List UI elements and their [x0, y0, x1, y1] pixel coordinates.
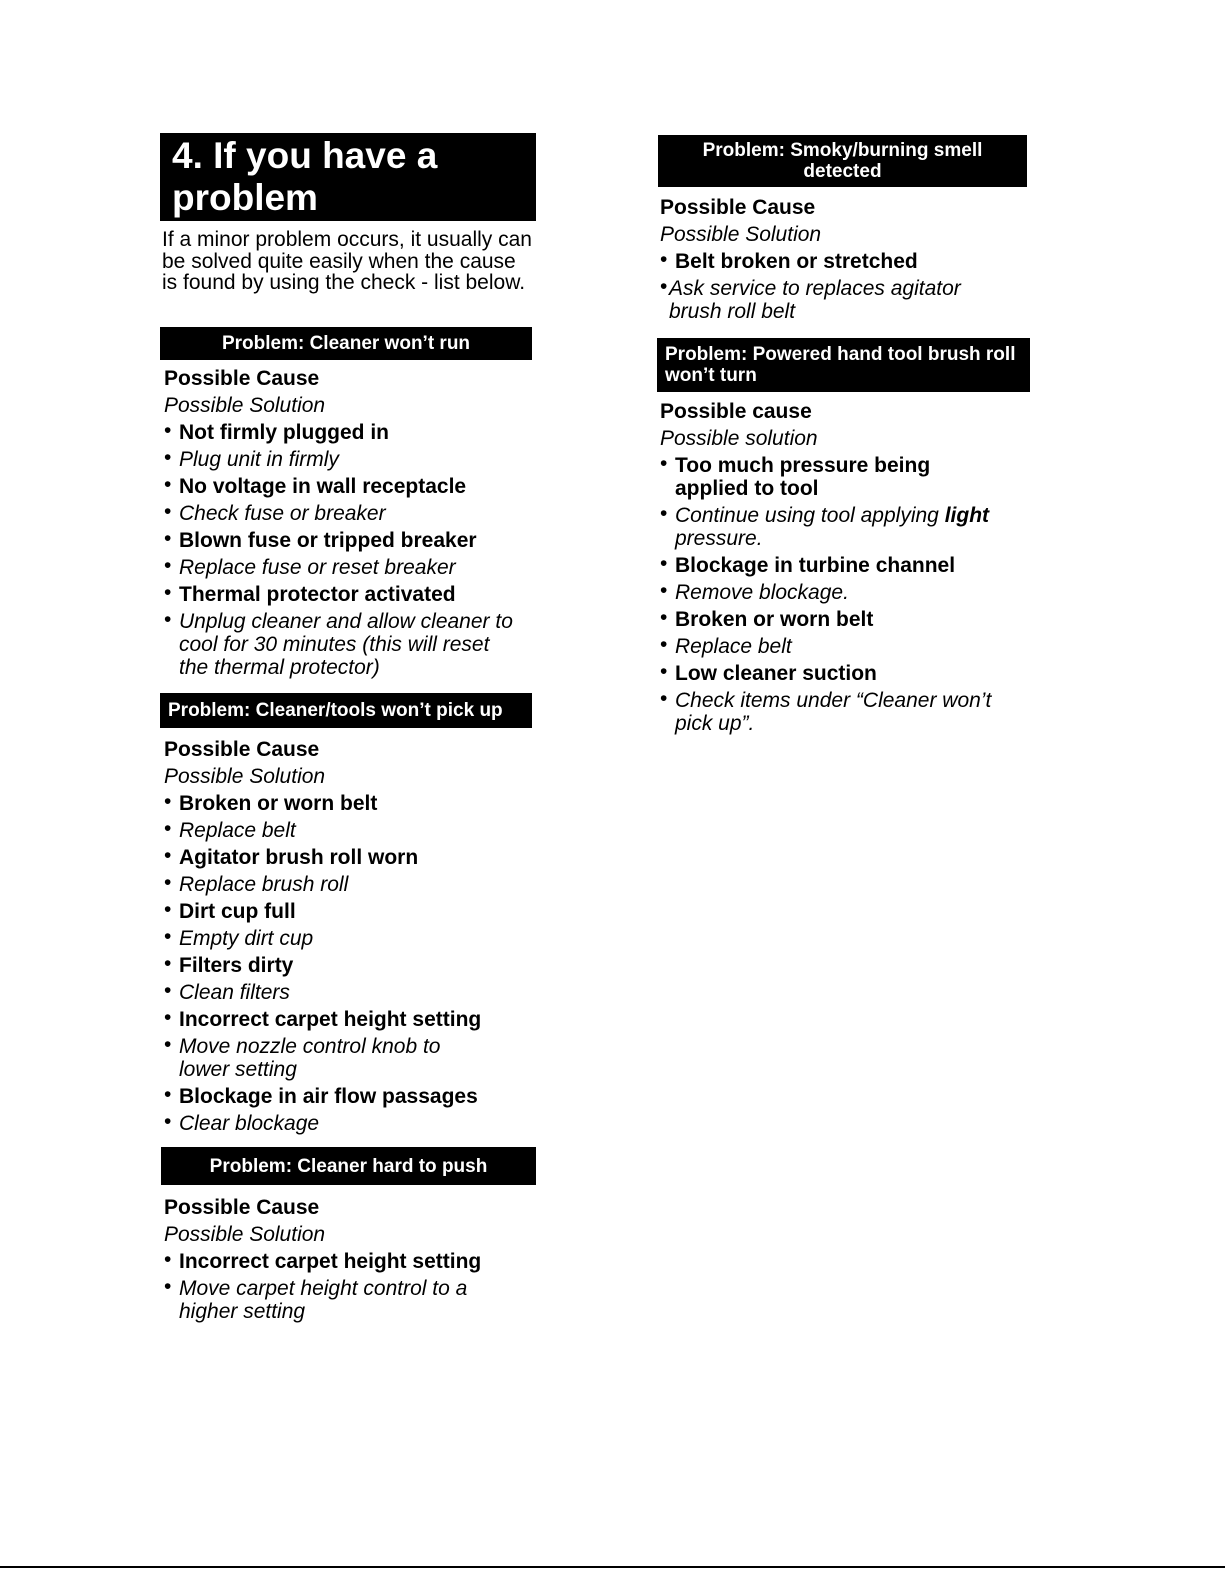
bullet: • — [164, 1006, 172, 1029]
bullet: • — [164, 844, 172, 867]
possible-cause-heading: Possible cause — [660, 400, 812, 423]
bullet: • — [164, 500, 172, 523]
solution-item: • Replace brush roll — [164, 871, 349, 896]
bullet: • — [660, 502, 668, 525]
bullet: • — [164, 608, 172, 631]
possible-solution-heading: Possible Solution — [164, 765, 326, 788]
bullet: • — [660, 606, 668, 629]
bullet: • — [164, 581, 172, 604]
problem-header-wont-pick-up: Problem: Cleaner/tools won’t pick up — [160, 693, 532, 728]
bullet: • — [164, 898, 172, 921]
cause-item: • No voltage in wall receptacle — [164, 473, 467, 498]
bullet: • — [660, 248, 668, 271]
problem-header-wont-run: Problem: Cleaner won’t run — [160, 327, 532, 360]
solution-item: • Replace fuse or reset breaker — [164, 554, 456, 579]
problem-header-hard-to-push: Problem: Cleaner hard to push — [161, 1147, 536, 1185]
cause-item: • Blown fuse or tripped breaker — [164, 527, 477, 552]
possible-cause-heading: Possible Cause — [164, 738, 320, 761]
cause-item: • Too much pressure being applied to tool — [660, 452, 931, 500]
bullet: • — [164, 925, 172, 948]
solution-item: • Continue using tool applying light pressure. — [660, 502, 990, 550]
bullet: • — [164, 979, 172, 1002]
solution-item: • Plug unit in firmly — [164, 446, 339, 471]
bullet: • — [660, 660, 668, 683]
cause-item: • Belt broken or stretched — [660, 248, 918, 273]
emphasis-light: light — [944, 504, 990, 527]
footer-rule — [0, 1566, 1225, 1568]
cause-item: • Low cleaner suction — [660, 660, 877, 685]
solution-item: • Replace belt — [660, 633, 792, 658]
possible-cause-heading: Possible Cause — [164, 1196, 320, 1219]
intro-text: If a minor problem occurs, it usually can be solved quite easily when the cause is found by using the check - list below. — [162, 228, 532, 294]
solution-item: • Remove blockage. — [660, 579, 849, 604]
cause-item: • Blockage in turbine channel — [660, 552, 956, 577]
solution-item: • Empty dirt cup — [164, 925, 314, 950]
bullet: • — [164, 1248, 172, 1271]
possible-solution-heading: Possible Solution — [660, 223, 822, 246]
solution-item: • Replace belt — [164, 817, 296, 842]
cause-item: • Filters dirty — [164, 952, 294, 977]
section-title: 4. If you have a problem — [160, 133, 536, 221]
bullet: • — [660, 579, 668, 602]
solution-item: • Unplug cleaner and allow cleaner to cool for 30 minutes (this will reset the thermal protector) — [164, 608, 513, 679]
possible-solution-heading: Possible Solution — [164, 1223, 326, 1246]
solution-item: • Ask service to replaces agitator brush roll belt — [660, 275, 961, 323]
problem-block-hand-tool — [660, 398, 1030, 737]
bullet: • — [164, 1083, 172, 1106]
cause-item: • Agitator brush roll worn — [164, 844, 419, 869]
cause-item: • Incorrect carpet height setting — [164, 1248, 482, 1273]
cause-item: • Broken or worn belt — [164, 790, 378, 815]
solution-item: • Clear blockage — [164, 1110, 320, 1135]
bullet: • — [660, 687, 668, 710]
bullet: • — [164, 1110, 172, 1133]
problem-header-burning-smell: Problem: Smoky/burning smell detected — [658, 135, 1027, 187]
problem-header-hand-tool: Problem: Powered hand tool brush roll won’t turn — [657, 338, 1030, 392]
bullet: • — [164, 527, 172, 550]
solution-item: • Clean filters — [164, 979, 290, 1004]
problem-block-wont-pick-up — [164, 736, 534, 1137]
possible-solution-heading: Possible Solution — [164, 394, 326, 417]
cause-item: • Incorrect carpet height setting — [164, 1006, 482, 1031]
possible-cause-heading: Possible Cause — [164, 367, 320, 390]
possible-solution-heading: Possible solution — [660, 427, 818, 450]
solution-item: • Move carpet height control to a higher setting — [164, 1275, 468, 1323]
cause-item: • Dirt cup full — [164, 898, 296, 923]
bullet: • — [164, 1275, 172, 1298]
problem-block-wont-run — [164, 365, 534, 681]
bullet: • — [164, 952, 172, 975]
cause-item: • Not firmly plugged in — [164, 419, 389, 444]
bullet: • — [164, 817, 172, 840]
bullet: • — [164, 871, 172, 894]
problem-block-burning-smell — [660, 194, 1030, 325]
cause-item: • Blockage in air flow passages — [164, 1083, 478, 1108]
cause-item: • Thermal protector activated — [164, 581, 456, 606]
bullet: • — [660, 452, 668, 475]
bullet: • — [164, 1033, 172, 1056]
bullet: • — [660, 552, 668, 575]
problem-block-hard-to-push — [164, 1194, 534, 1325]
bullet: • — [164, 790, 172, 813]
solution-item: • Move nozzle control knob to lower setting — [164, 1033, 441, 1081]
cause-item: • Broken or worn belt — [660, 606, 874, 631]
possible-cause-heading: Possible Cause — [660, 196, 816, 219]
bullet: • — [660, 633, 668, 656]
bullet: • — [164, 446, 172, 469]
solution-item: • Check fuse or breaker — [164, 500, 386, 525]
bullet: • — [164, 419, 172, 442]
bullet: • — [164, 473, 172, 496]
bullet: • — [164, 554, 172, 577]
bullet: • — [660, 275, 668, 298]
solution-item: • Check items under “Cleaner won’t pick up”. — [660, 687, 992, 735]
